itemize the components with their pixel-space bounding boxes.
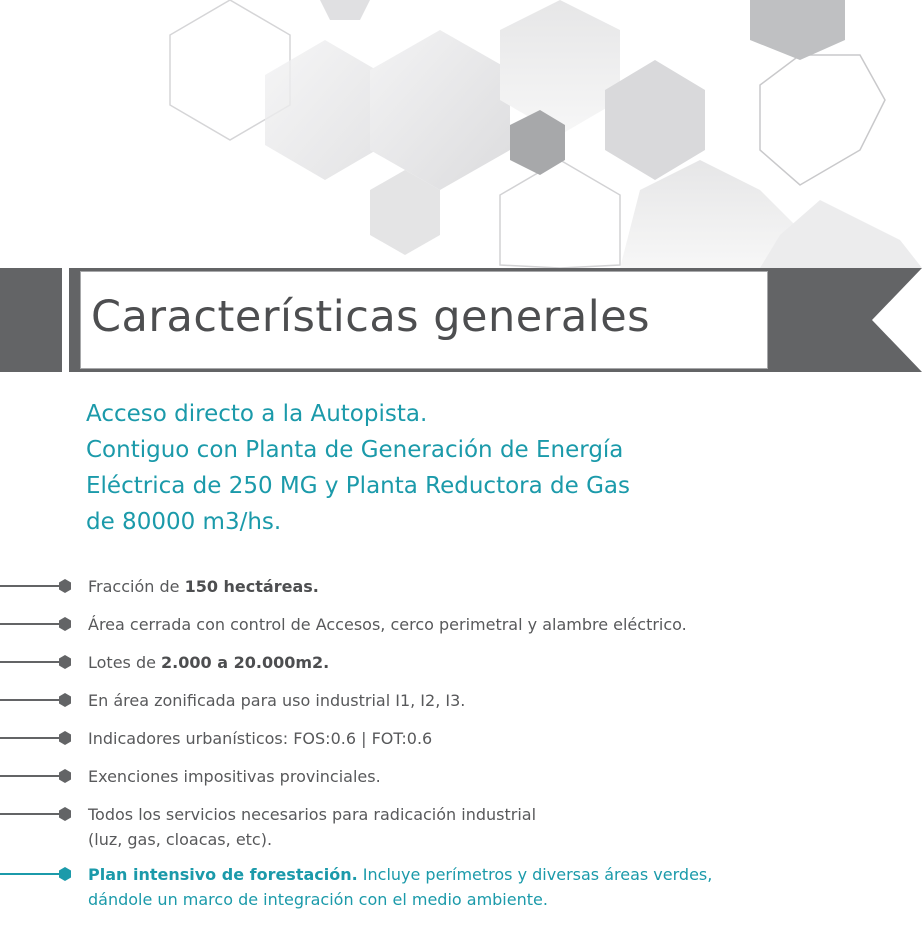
connector-line bbox=[0, 813, 64, 815]
hexagon-bullet-icon bbox=[58, 617, 72, 631]
intro-text bbox=[86, 396, 906, 540]
hexagon-shape bbox=[370, 30, 510, 190]
hexagon-shape bbox=[265, 40, 385, 180]
hexagon-shape bbox=[500, 0, 620, 135]
hexagon-bullet-icon bbox=[58, 867, 72, 881]
intro-line: Contiguo con Planta de Generación de Energía bbox=[86, 437, 624, 463]
intro-line: de 80000 m3/hs. bbox=[86, 509, 282, 535]
feature-list bbox=[0, 566, 922, 946]
feature-text: Fracción de bbox=[88, 577, 185, 596]
hexagon-shape bbox=[500, 160, 620, 268]
feature-text: Exenciones impositivas provinciales. bbox=[88, 767, 381, 786]
hexagon-bullet-icon bbox=[58, 807, 72, 821]
connector-line bbox=[0, 623, 64, 625]
feature-text-bold: 2.000 a 20.000m2. bbox=[161, 653, 330, 672]
feature-text: Todos los servicios necesarios para radicación industrial bbox=[88, 805, 537, 824]
feature-text: En área zonificada para uso industrial I1, I2, I3. bbox=[88, 691, 466, 710]
hexagon-bullet-icon bbox=[58, 769, 72, 783]
hexagon-bullet-icon bbox=[58, 731, 72, 745]
title-box bbox=[80, 271, 768, 369]
hexagon-bullet-icon bbox=[58, 655, 72, 669]
hexagon-bullet-icon bbox=[58, 579, 72, 593]
feature-text-bold: 150 hectáreas. bbox=[184, 577, 319, 596]
page-title: Características generales bbox=[91, 292, 651, 342]
connector-line bbox=[0, 699, 64, 701]
feature-text-line2: dándole un marco de integración con el medio ambiente. bbox=[88, 890, 548, 909]
hexagon-shape bbox=[320, 0, 370, 20]
intro-line: Eléctrica de 250 MG y Planta Reductora de Gas bbox=[86, 473, 630, 499]
hexagon-bullet-icon bbox=[58, 693, 72, 707]
connector-line bbox=[0, 737, 64, 739]
feature-text-line2: (luz, gas, cloacas, etc). bbox=[88, 830, 273, 849]
feature-text: Incluye perímetros y diversas áreas verdes, bbox=[357, 865, 713, 884]
hexagon-shape bbox=[750, 0, 845, 60]
hexagon-shape bbox=[760, 55, 885, 185]
banner-notch bbox=[850, 268, 922, 372]
hexagon-background-art bbox=[0, 0, 922, 268]
feature-text: Lotes de bbox=[88, 653, 162, 672]
feature-text: Indicadores urbanísticos: FOS:0.6 | FOT:0.6 bbox=[88, 729, 433, 748]
intro-line: Acceso directo a la Autopista. bbox=[86, 401, 428, 427]
hexagon-shape bbox=[760, 200, 922, 268]
connector-line bbox=[0, 873, 64, 875]
connector-line bbox=[0, 661, 64, 663]
connector-line bbox=[0, 585, 64, 587]
feature-text: Área cerrada con control de Accesos, cerco perimetral y alambre eléctrico. bbox=[88, 615, 687, 634]
feature-text-bold: Plan intensivo de forestación. bbox=[88, 865, 358, 884]
connector-line bbox=[0, 775, 64, 777]
banner-stripe bbox=[62, 268, 69, 372]
